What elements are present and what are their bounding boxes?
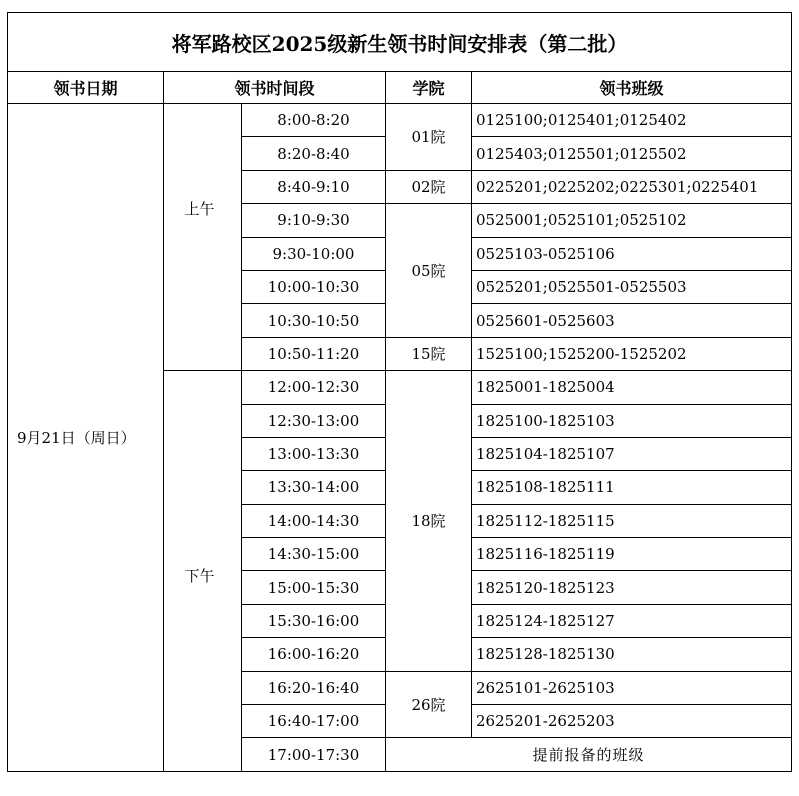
class-list: 1825001-1825004 — [472, 371, 792, 404]
time-slot: 10:00-10:30 — [242, 270, 386, 303]
class-list: 1825124-1825127 — [472, 604, 792, 637]
class-list: 1825108-1825111 — [472, 471, 792, 504]
time-slot: 12:30-13:00 — [242, 404, 386, 437]
time-slot: 17:00-17:30 — [242, 738, 386, 771]
college-cell: 01院 — [386, 104, 472, 171]
time-slot: 10:50-11:20 — [242, 337, 386, 370]
table-title: 将军路校区2025级新生领书时间安排表（第二批） — [8, 13, 792, 72]
college-cell: 02院 — [386, 170, 472, 203]
time-slot: 13:00-13:30 — [242, 437, 386, 470]
class-list: 0225201;0225202;0225301;0225401 — [472, 170, 792, 203]
morning-label: 上午 — [164, 104, 242, 371]
class-list: 0525201;0525501-0525503 — [472, 270, 792, 303]
time-slot: 14:00-14:30 — [242, 504, 386, 537]
class-list: 2625201-2625203 — [472, 705, 792, 738]
class-list: 1825112-1825115 — [472, 504, 792, 537]
time-slot: 14:30-15:00 — [242, 538, 386, 571]
college-cell: 05院 — [386, 204, 472, 338]
time-slot: 12:00-12:30 — [242, 371, 386, 404]
time-slot: 15:00-15:30 — [242, 571, 386, 604]
class-list-reserved: 提前报备的班级 — [386, 738, 792, 771]
time-slot: 9:10-9:30 — [242, 204, 386, 237]
schedule-table — [7, 12, 792, 772]
header-college: 学院 — [386, 72, 472, 104]
class-list: 0525601-0525603 — [472, 304, 792, 337]
class-list: 0125100;0125401;0125402 — [472, 104, 792, 137]
time-slot: 8:00-8:20 — [242, 104, 386, 137]
college-cell: 15院 — [386, 337, 472, 370]
class-list: 0525103-0525106 — [472, 237, 792, 270]
class-list: 1825100-1825103 — [472, 404, 792, 437]
class-list: 2625101-2625103 — [472, 671, 792, 704]
header-date: 领书日期 — [8, 72, 164, 104]
time-slot: 16:00-16:20 — [242, 638, 386, 671]
afternoon-label: 下午 — [164, 371, 242, 772]
class-list: 1825104-1825107 — [472, 437, 792, 470]
time-slot: 8:20-8:40 — [242, 137, 386, 170]
time-slot: 9:30-10:00 — [242, 237, 386, 270]
header-classes: 领书班级 — [472, 72, 792, 104]
class-list: 0525001;0525101;0525102 — [472, 204, 792, 237]
class-list: 1825116-1825119 — [472, 538, 792, 571]
college-cell: 18院 — [386, 371, 472, 672]
class-list: 1825128-1825130 — [472, 638, 792, 671]
time-slot: 8:40-9:10 — [242, 170, 386, 203]
pickup-date: 9月21日（周日） — [8, 104, 164, 772]
time-slot: 10:30-10:50 — [242, 304, 386, 337]
class-list: 1825120-1825123 — [472, 571, 792, 604]
time-slot: 15:30-16:00 — [242, 604, 386, 637]
class-list: 0125403;0125501;0125502 — [472, 137, 792, 170]
time-slot: 13:30-14:00 — [242, 471, 386, 504]
time-slot: 16:20-16:40 — [242, 671, 386, 704]
header-time-slot: 领书时间段 — [164, 72, 386, 104]
class-list: 1525100;1525200-1525202 — [472, 337, 792, 370]
college-cell: 26院 — [386, 671, 472, 738]
time-slot: 16:40-17:00 — [242, 705, 386, 738]
